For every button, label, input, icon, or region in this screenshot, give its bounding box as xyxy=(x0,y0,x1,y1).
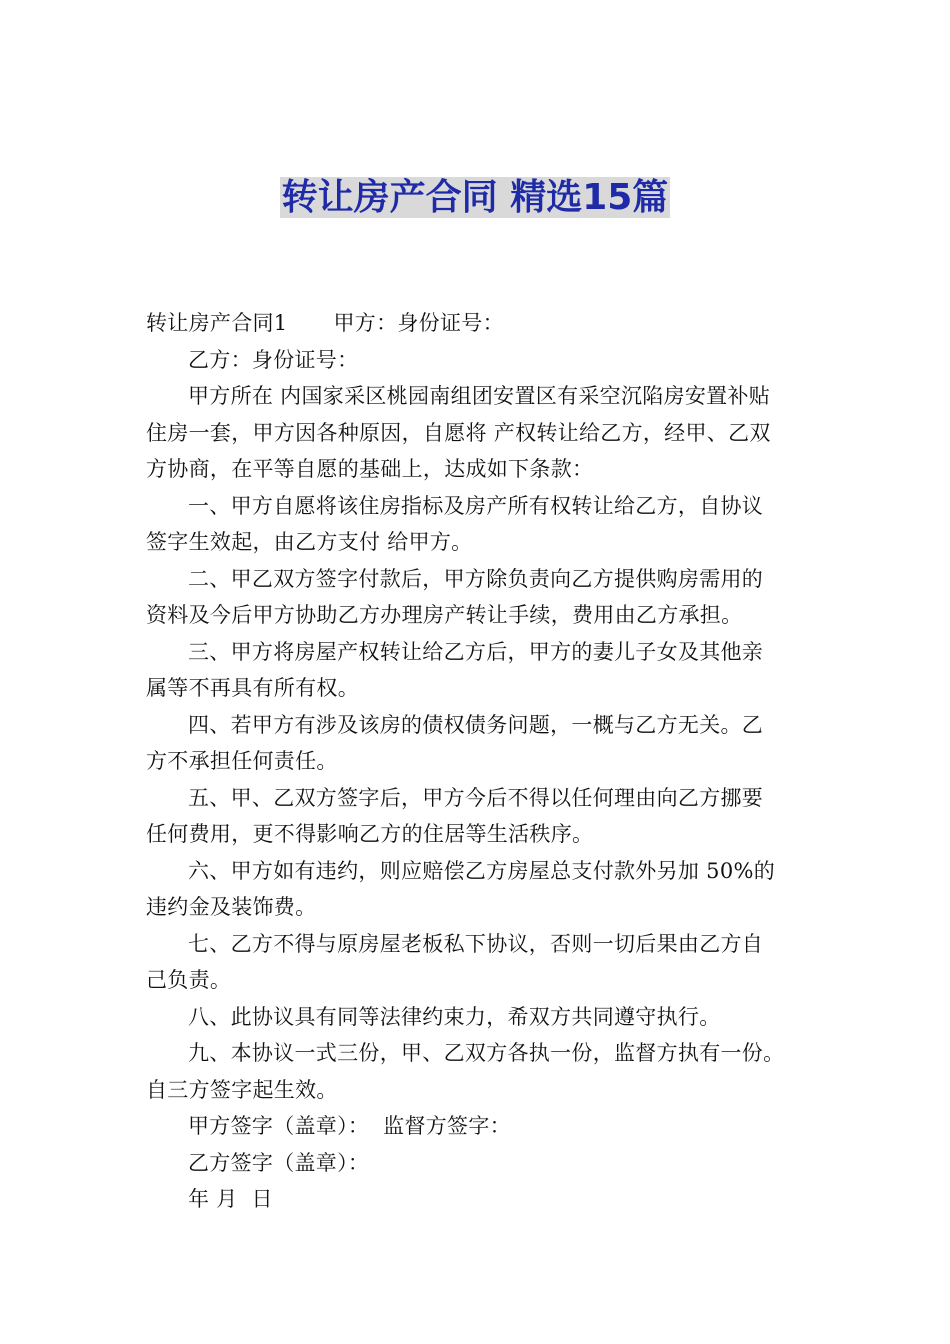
paragraph-line: 签字生效起，由乙方支付 给甲方。 xyxy=(146,530,473,554)
paragraph-line: 违约金及装饰费。 xyxy=(146,895,317,919)
paragraph-line: 四、若甲方有涉及该房的债权债务问题，一概与乙方无关。乙 xyxy=(188,712,764,737)
paragraph-line: 乙方：身份证号： xyxy=(188,347,359,372)
paragraph-line: 七、乙方不得与原房屋老板私下协议，否则一切后果由乙方自 xyxy=(188,931,764,956)
paragraph-line: 九、本协议一式三份，甲、乙双方各执一份，监督方执有一份。 xyxy=(188,1041,785,1065)
contract-heading: 转让房产合同1 xyxy=(146,311,288,335)
date-line: 年 月 日 xyxy=(188,1187,273,1211)
paragraph-line: 任何费用，更不得影响乙方的住居等生活秩序。 xyxy=(146,822,594,846)
document-title: 转让房产合同 精选15篇 xyxy=(281,177,669,218)
party-a-id-line: 甲方：身份证号： xyxy=(333,311,504,335)
document-body xyxy=(146,305,818,1218)
paragraph-line: 一、甲方自愿将该住房指标及房产所有权转让给乙方，自协议 xyxy=(188,493,764,518)
paragraph-line: 资料及今后甲方协助乙方办理房产转让手续，费用由乙方承担。 xyxy=(146,603,743,627)
paragraph-line: 住房一套，甲方因各种原因，自愿将 产权转让给乙方，经甲、乙双 xyxy=(146,420,771,445)
paragraph-line: 方协商，在平等自愿的基础上，达成如下条款： xyxy=(146,457,594,481)
paragraph-line: 甲方所在 内国家采区桃园南组团安置区有采空沉陷房安置补贴 xyxy=(188,384,771,408)
paragraph-line: 二、甲乙双方签字付款后，甲方除负责向乙方提供购房需用的 xyxy=(188,566,764,591)
signature-line-party-a: 甲方签字（盖章）： 监督方签字： xyxy=(188,1114,511,1138)
paragraph-line: 自三方签字起生效。 xyxy=(146,1077,338,1102)
paragraph-line: 方不承担任何责任。 xyxy=(146,749,338,773)
paragraph-line: 八、此协议具有同等法律约束力，希双方共同遵守执行。 xyxy=(188,1004,721,1029)
paragraph-line: 己负责。 xyxy=(146,968,232,992)
paragraph-line: 五、甲、乙双方签字后，甲方今后不得以任何理由向乙方挪要 xyxy=(188,785,764,810)
paragraph-line: 三、甲方将房屋产权转让给乙方后，甲方的妻儿子女及其他亲 xyxy=(188,639,764,664)
contract-heading-line xyxy=(146,305,818,342)
paragraph-line: 六、甲方如有违约，则应赔偿乙方房屋总支付款外另加 50%的 xyxy=(188,858,776,883)
signature-line-party-b: 乙方签字（盖章）： xyxy=(188,1150,370,1175)
paragraph-line: 属等不再具有所有权。 xyxy=(146,676,359,700)
